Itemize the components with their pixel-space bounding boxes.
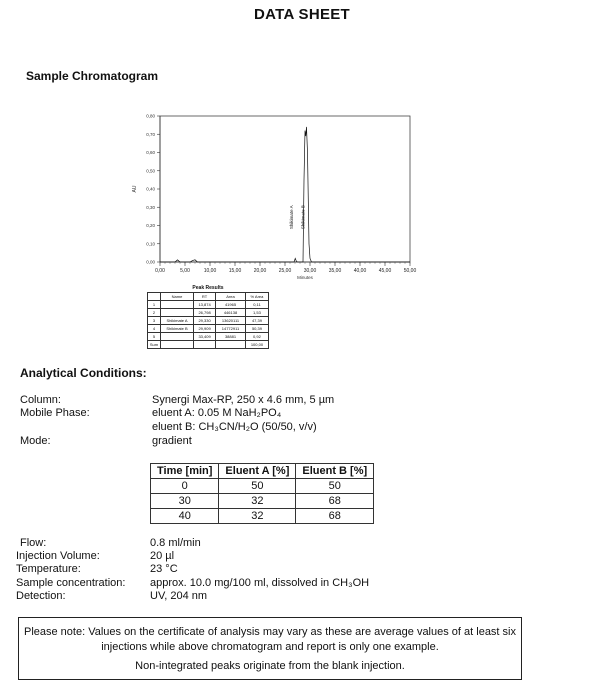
table-row: [151, 494, 374, 509]
peak-cell: 26,798: [194, 309, 216, 317]
x-tick-label: 15,00: [228, 268, 242, 274]
peak-cell: 4: [148, 325, 161, 333]
table-row: [148, 317, 269, 325]
peak-cell: 3: [148, 317, 161, 325]
mobile-phase-label: Mobile Phase:: [20, 407, 90, 419]
injection-volume-label: Injection Volume:: [16, 550, 100, 562]
peak-cell: 47,39: [245, 317, 268, 325]
x-tick-label: 5,00: [180, 268, 190, 274]
injection-volume-value: 20 µl: [150, 550, 175, 562]
peak-cell: 2: [148, 309, 161, 317]
peak-cell: Shikimate B: [161, 325, 194, 333]
gradient-table: [150, 463, 374, 524]
y-tick-label: 0,30: [146, 204, 155, 210]
table-row: [148, 301, 269, 309]
x-tick-label: 20,00: [253, 268, 267, 274]
peak-cell: 100,00: [245, 341, 268, 349]
plot-frame: [160, 116, 410, 262]
page-title: DATA SHEET: [253, 6, 351, 23]
note-line-1: Please note: Values on the certificate of analysis may vary as these are average values of at least six injections while above chromatogram and report is only one example.: [23, 626, 516, 653]
peak-cell: 13620111: [216, 317, 246, 325]
gradient-cell: 40: [151, 509, 219, 524]
peak-cell: 1,53: [245, 309, 268, 317]
gradient-cell: 30: [151, 494, 219, 509]
peak-cell: 14772911: [216, 325, 246, 333]
y-tick-label: 0,60: [146, 150, 155, 155]
gradient-cell: 68: [296, 509, 374, 524]
gradient-header-time: Time [min]: [151, 464, 219, 479]
table-row: [148, 341, 269, 349]
x-tick-label: 35,00: [328, 268, 342, 274]
peak-cell: 29,330: [194, 317, 216, 325]
chromatogram-trace: [160, 127, 410, 262]
column-label: Column:: [20, 394, 61, 406]
x-tick-label: 40,00: [353, 268, 367, 274]
y-axis-label: AU: [132, 185, 138, 193]
table-row: [151, 479, 374, 494]
temperature-value: 23 °C: [150, 563, 178, 575]
peak-cell: 13,874: [194, 301, 216, 309]
peak-cell: 1: [148, 301, 161, 309]
y-tick-label: 0,80: [146, 113, 155, 119]
detection-label: Detection:: [16, 590, 66, 602]
peak-cell: 0,92: [245, 333, 268, 341]
peak-cell: [161, 333, 194, 341]
peak-cell: 29,909: [194, 325, 216, 333]
peak-cell: 0,11: [245, 301, 268, 309]
table-row: [148, 333, 269, 341]
eluent-a-value: eluent A: 0.05 M NaH₂PO₄: [152, 407, 282, 419]
peak-header-pct-area: % Area: [245, 293, 268, 301]
peak-table-header-row: [148, 293, 269, 301]
sample-concentration-value: approx. 10.0 mg/100 ml, dissolved in CH₃OH: [150, 577, 370, 589]
mode-label: Mode:: [20, 435, 51, 447]
eluent-b-value: eluent B: CH₃CN/H₂O (50/50, v/v): [152, 421, 317, 433]
temperature-label: Temperature:: [16, 563, 81, 575]
x-tick-label: 45,00: [378, 268, 392, 274]
peak-cell: 41965: [216, 301, 246, 309]
y-tick-label: 0,00: [146, 259, 155, 265]
peak-results: [147, 285, 269, 349]
y-tick-label: 0,40: [146, 186, 155, 192]
gradient-header-row: [151, 464, 374, 479]
gradient-cell: 50: [296, 479, 374, 494]
detection-value: UV, 204 nm: [150, 590, 208, 602]
x-tick-label: 10,00: [203, 268, 217, 274]
x-tick-label: 30,00: [303, 268, 317, 274]
y-tick-label: 0,20: [146, 223, 155, 228]
peak-cell: [161, 301, 194, 309]
peak-cell: 5: [148, 333, 161, 341]
table-row: [148, 325, 269, 333]
y-tick-label: 0,10: [146, 241, 155, 247]
peak-annotation: Shikimate A: [289, 205, 294, 230]
note-box: [18, 617, 522, 680]
peak-cell: 50,39: [245, 325, 268, 333]
gradient-header-eluent-a: Eluent A [%]: [219, 464, 296, 479]
peak-cell: 33,409: [194, 333, 216, 341]
note-line-2: Non-integrated peaks originate from the blank injection.: [135, 660, 405, 672]
peak-cell: [161, 309, 194, 317]
peak-header-index: [148, 293, 161, 301]
peak-header-area: Area: [216, 293, 246, 301]
peak-cell: [216, 341, 246, 349]
peak-header-name: Name: [161, 293, 194, 301]
table-row: [148, 309, 269, 317]
mode-value: gradient: [152, 435, 192, 447]
x-axis-label: Minutes: [297, 275, 313, 280]
flow-value: 0.8 ml/min: [150, 537, 201, 549]
gradient-header-eluent-b: Eluent B [%]: [296, 464, 374, 479]
table-row: [151, 509, 374, 524]
peak-cell: 446138: [216, 309, 246, 317]
x-tick-label: 25,00: [278, 268, 292, 274]
peak-annotation: Shikimate B: [300, 205, 306, 230]
peak-cell: [194, 341, 216, 349]
x-tick-label: 50,00: [403, 268, 417, 274]
peak-cell: [161, 341, 194, 349]
gradient-cell: 0: [151, 479, 219, 494]
peak-cell: 38881: [216, 333, 246, 341]
gradient-cell: 32: [219, 494, 296, 509]
gradient-cell: 50: [219, 479, 296, 494]
y-tick-label: 0,50: [146, 168, 155, 174]
peak-results-table: [147, 292, 269, 349]
column-value: Synergi Max-RP, 250 x 4.6 mm, 5 µm: [152, 394, 335, 406]
peak-cell: Sum: [148, 341, 161, 349]
analytical-conditions-heading: Analytical Conditions:: [20, 366, 147, 380]
chromatogram-chart: [120, 112, 440, 290]
peak-cell: Shikimate A: [161, 317, 194, 325]
gradient-cell: 32: [219, 509, 296, 524]
flow-label: Flow:: [20, 537, 47, 549]
chromatogram-svg: [120, 112, 440, 290]
sample-concentration-label: Sample concentration:: [16, 577, 126, 589]
x-tick-label: 0,00: [155, 268, 165, 274]
y-tick-label: 0,70: [146, 131, 155, 137]
peak-results-title: Peak Results: [192, 285, 224, 291]
gradient-cell: 68: [296, 494, 374, 509]
peak-header-rt: RT: [194, 293, 216, 301]
sample-chromatogram-heading: Sample Chromatogram: [26, 69, 159, 83]
